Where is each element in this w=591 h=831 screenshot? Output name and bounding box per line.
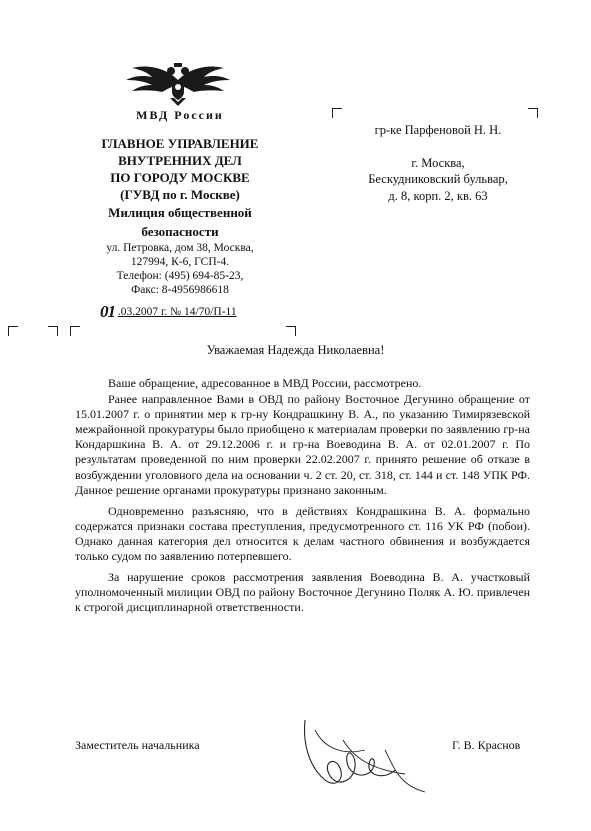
dept-line-2: ВНУТРЕННИХ ДЕЛ xyxy=(118,153,242,168)
handwritten-signature-icon xyxy=(285,710,435,800)
address-line-1: ул. Петровка, дом 38, Москва, xyxy=(106,242,254,254)
recipient-name: гр-ке Парфеновой Н. Н. xyxy=(374,123,502,137)
recipient-city: г. Москва, xyxy=(411,155,465,170)
body-paragraph: За нарушение сроков рассмотрения заявления Воеводина В. А. участковый уполномоченный милиции ОВД по району Восточное Дегунино Поляк А. Ю. привлечен к строгой дисциплинарной ответственности. xyxy=(75,570,530,615)
address-line-4: Факс: 8-4956986618 xyxy=(131,284,229,296)
ref-handwritten-day: 01 xyxy=(100,302,115,321)
dept-line-1: ГЛАВНОЕ УПРАВЛЕНИЕ xyxy=(101,136,259,151)
corner-mark xyxy=(8,326,18,336)
dept-line-4: (ГУВД по г. Москве) xyxy=(120,187,240,202)
address-line-3: Телефон: (495) 694-85-23, xyxy=(116,270,244,282)
body-paragraph: Ваше обращение, адресованное в МВД России, рассмотрено. xyxy=(108,376,422,390)
body-paragraph: Одновременно разъясняю, что в действиях Кондрашкина В. А. формально содержатся признаки состава преступления, предусмотренного ст. 116 УК РФ (побои). Однако данная категория дел относится к делам частного обвинения и возбуждается только судом по заявлению потерпевшего. xyxy=(75,503,530,564)
recipient-house: д. 8, корп. 2, кв. 63 xyxy=(388,188,488,203)
sender-header xyxy=(74,108,286,297)
body-paragraph: Ранее направленное Вами в ОВД по району Восточное Дегунино обращение от 15.01.2007 г. о принятии мер к гр-ну Кондрашкину В. А., по указанию Тимирязевской межрайонной прокуратуры было приобщено к материалам проверки по заявлению гр-на Кондаршкина В. А. от 29.12.2006 г. и гр-на Воеводина В. А. от 02.01.2007 г. По результатам проведенной по ним проверки 22.02.2007 г. принято решение об отказе в возбуждении уголовного дела на основании ч. 2 ст. 20, ст. 318, ст. 144 и ст. 148 УПК РФ. Данное решение органами прокуратуры признано законным. xyxy=(75,392,530,497)
recipient-street: Бескудниковский бульвар, xyxy=(368,172,508,186)
org-name: МВД России xyxy=(136,108,224,122)
greeting: Уважаемая Надежда Николаевна! xyxy=(206,343,385,357)
corner-mark xyxy=(528,108,538,118)
letter-body xyxy=(75,376,530,621)
signer-title: Заместитель начальника xyxy=(75,738,200,752)
unit-line-1: Милиция общественной xyxy=(108,205,252,220)
corner-mark xyxy=(332,108,342,118)
eagle-emblem-icon xyxy=(118,58,238,108)
corner-mark xyxy=(70,326,80,336)
dept-line-3: ПО ГОРОДУ МОСКВЕ xyxy=(110,170,250,185)
signer-name: Г. В. Краснов xyxy=(452,738,521,752)
unit-line-2: безопасности xyxy=(141,224,219,239)
address-line-2: 127994, К-6, ГСП-4. xyxy=(130,256,230,268)
corner-mark xyxy=(286,326,296,336)
corner-mark xyxy=(48,326,58,336)
reference-line xyxy=(100,300,237,320)
ref-number: .03.2007 г. № 14/70/П-11 xyxy=(117,306,237,318)
recipient-block xyxy=(348,122,528,204)
